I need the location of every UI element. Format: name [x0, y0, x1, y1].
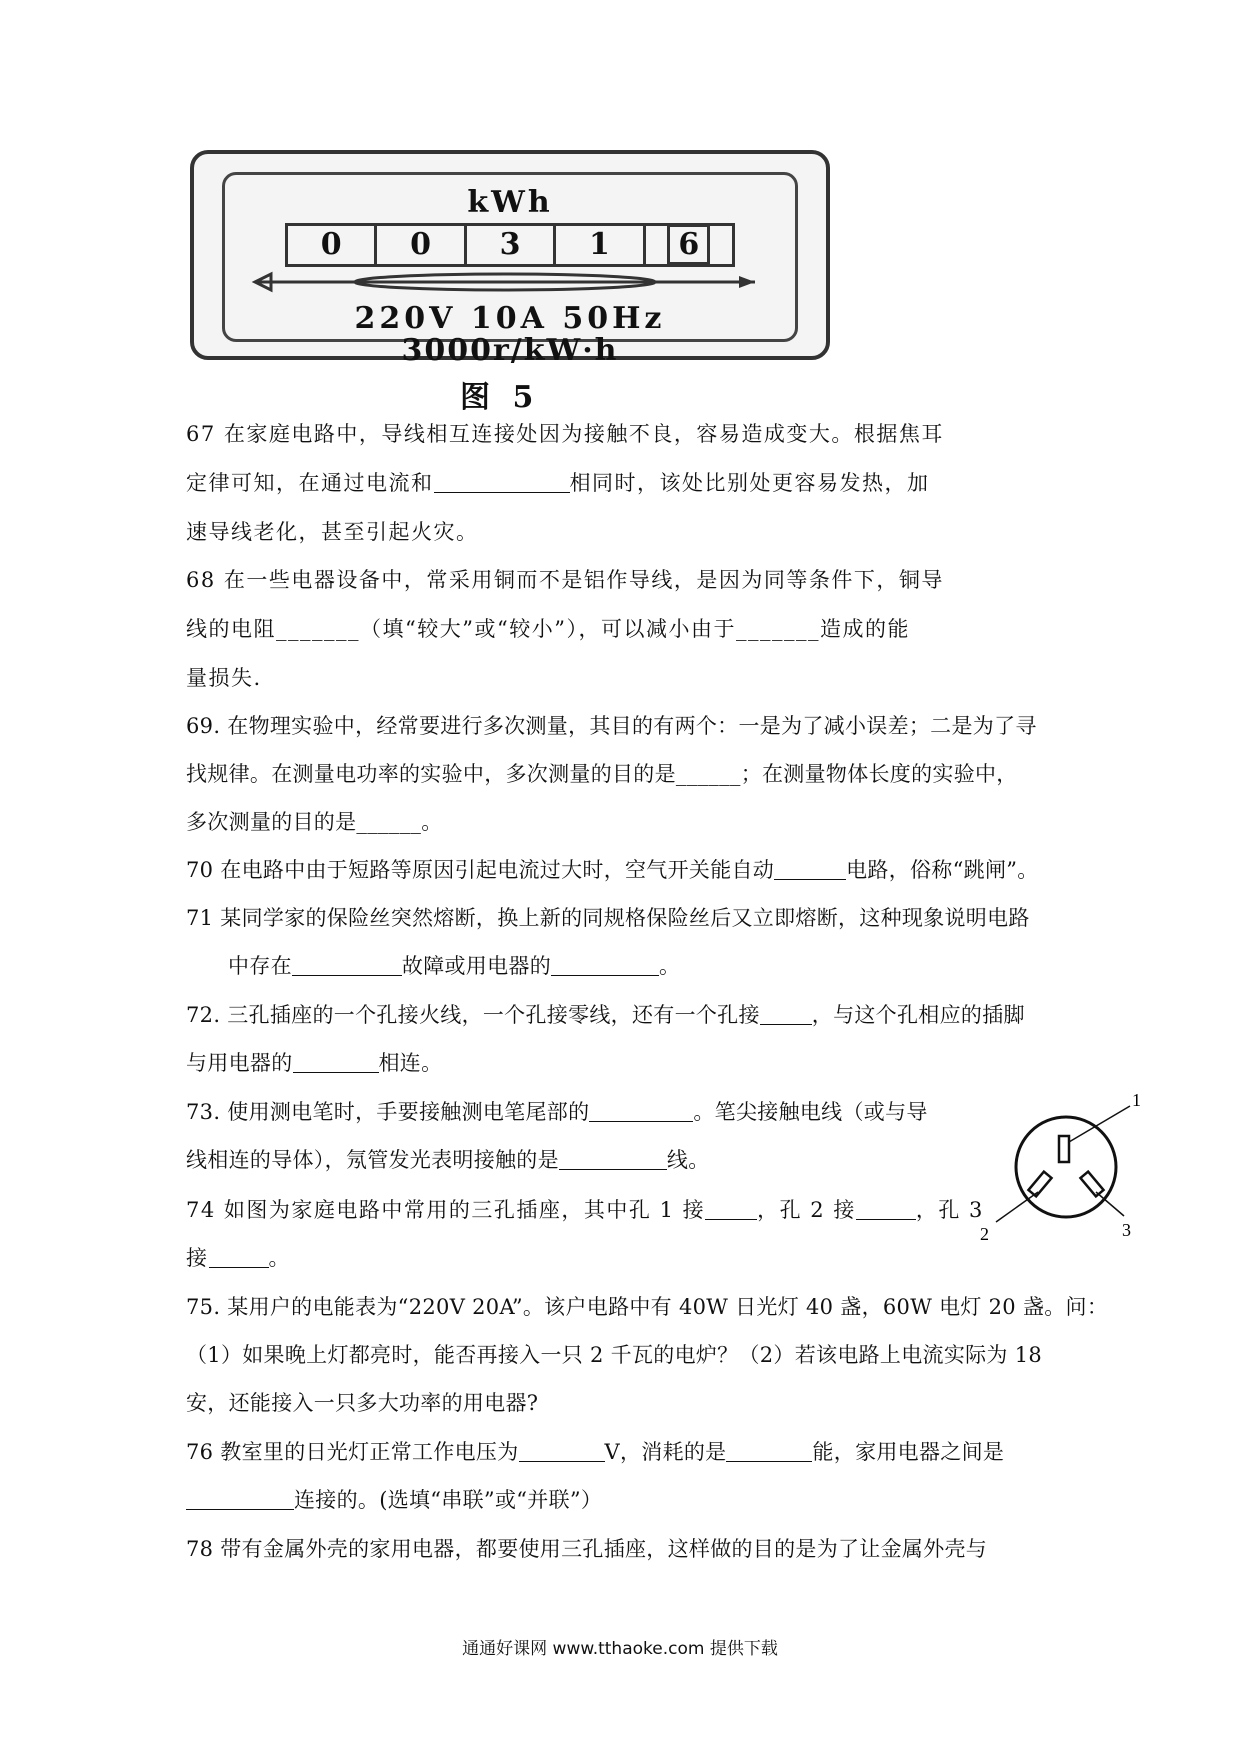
- q74-text: ，孔 3: [915, 1198, 984, 1222]
- q76-text: 能，家用电器之间是: [812, 1440, 1005, 1464]
- meter-digit: 0: [377, 226, 466, 264]
- page-footer: 通通好课网 www.tthaoke.com 提供下载: [462, 1639, 778, 1659]
- q68-line-3: 量损失.: [186, 666, 262, 690]
- answer-blank[interactable]: [551, 954, 659, 976]
- answer-blank[interactable]: [292, 954, 402, 976]
- q74-line-1: [186, 1194, 984, 1224]
- meter-face: [222, 172, 798, 368]
- answer-blank[interactable]: [209, 1246, 269, 1268]
- q73-text: 73. 使用测电笔时，手要接触测电笔尾部的: [186, 1100, 590, 1124]
- q76-line-2: [186, 1484, 602, 1514]
- q73-text: 线相连的导体），氖管发光表明接触的是: [186, 1148, 559, 1172]
- socket-leader-1: [1069, 1106, 1130, 1142]
- q67-line-3: 速导线老化，甚至引起火灾。: [186, 520, 479, 544]
- meter-digit: 6: [667, 224, 710, 265]
- q74-text: 74 如图为家庭电路中常用的三孔插座，其中孔 1 接: [186, 1198, 706, 1222]
- answer-blank[interactable]: [705, 1198, 757, 1220]
- q71-text: 。: [659, 954, 681, 978]
- socket-leader-2: [996, 1192, 1038, 1222]
- answer-blank[interactable]: [434, 471, 570, 493]
- q67-text: 定律可知，在通过电流和: [186, 471, 434, 495]
- meter-disc-icon: [245, 267, 765, 297]
- q78-line-1: 78 带有金属外壳的家用电器，都要使用三孔插座，这样做的目的是为了让金属外壳与: [186, 1537, 988, 1561]
- q72-text: 与用电器的: [186, 1051, 293, 1075]
- q74-text: ，孔 2 接: [757, 1198, 856, 1222]
- answer-blank[interactable]: [856, 1198, 916, 1220]
- q70-text: 电路，俗称“跳闸”。: [846, 858, 1039, 882]
- q74-text: 。: [268, 1246, 291, 1270]
- answer-blank[interactable]: [293, 1051, 379, 1073]
- q72-line-2: [186, 1047, 442, 1077]
- meter-spec-revolutions: 3000r/kW·h: [401, 333, 619, 368]
- q75-line-3: 安，还能接入一只多大功率的用电器?: [186, 1391, 539, 1415]
- q68-line-2: 线的电阻_______（填“较大”或“较小”），可以减小由于_______造成的能: [186, 617, 910, 641]
- answer-blank[interactable]: [726, 1440, 812, 1462]
- q74-text: 接: [186, 1246, 209, 1270]
- answer-blank[interactable]: [774, 858, 846, 880]
- figure-caption: 图 5: [460, 380, 540, 415]
- electricity-meter-figure: [190, 150, 830, 368]
- q72-text: 72. 三孔插座的一个孔接火线，一个孔接零线，还有一个孔接: [186, 1003, 760, 1027]
- answer-blank[interactable]: [186, 1488, 294, 1510]
- meter-unit-label: kWh: [467, 185, 553, 220]
- answer-blank[interactable]: [559, 1148, 667, 1170]
- q73-line-2: [186, 1144, 710, 1174]
- socket-outline: [1016, 1117, 1116, 1217]
- q75-line-2: （1）如果晚上灯都亮时，能否再接入一只 2 千瓦的电炉？（2）若该电路上电流实际为 18: [186, 1343, 1043, 1367]
- q67-line-2: [186, 467, 930, 497]
- q73-text: 线。: [666, 1148, 710, 1172]
- socket-hole-1: [1059, 1136, 1069, 1162]
- q75-line-1: 75. 某用户的电能表为“220V 20A”。该户电路中有 40W 日光灯 40 盏，60W 电灯 20 盏。问：: [186, 1295, 1109, 1319]
- q73-line-1: [186, 1096, 928, 1126]
- q76-text: 76 教室里的日光灯正常工作电压为: [186, 1440, 519, 1464]
- q67-line-1: 67 在家庭电路中，导线相互连接处因为接触不良，容易造成变大。根据焦耳: [186, 422, 944, 446]
- q76-text: V，消耗的是: [604, 1440, 727, 1464]
- socket-label-1: 1: [1132, 1090, 1141, 1110]
- q69-line-2: 找规律。在测量电功率的实验中，多次测量的目的是______；在测量物体长度的实验中，: [186, 762, 1018, 786]
- q70-text: 70 在电路中由于短路等原因引起电流过大时，空气开关能自动: [186, 858, 775, 882]
- meter-digit: 0: [288, 226, 377, 264]
- meter-digit: 3: [467, 226, 556, 264]
- answer-blank[interactable]: [519, 1440, 605, 1462]
- answer-blank[interactable]: [760, 1003, 812, 1025]
- socket-hole-2: [1028, 1172, 1051, 1197]
- q72-line-1: [186, 999, 1025, 1029]
- q71-line-1: 71 某同学家的保险丝突然熔断，换上新的同规格保险丝后又立即熔断，这种现象说明电路: [186, 906, 1030, 930]
- q68-line-1: 68 在一些电器设备中，常采用铜而不是铝作导线，是因为同等条件下，铜导: [186, 568, 944, 592]
- q71-text: 故障或用电器的: [401, 954, 552, 978]
- q69-line-1: 69. 在物理实验中，经常要进行多次测量，其目的有两个：一是为了减小误差；二是为了寻: [186, 714, 1037, 738]
- q72-text: 相连。: [378, 1051, 443, 1075]
- meter-digit-display: [285, 223, 735, 267]
- socket-label-3: 3: [1122, 1220, 1131, 1240]
- q69-line-3: 多次测量的目的是______。: [186, 810, 443, 834]
- q73-text: 。笔尖接触电线（或与导: [693, 1100, 928, 1124]
- answer-blank[interactable]: [589, 1100, 693, 1122]
- q71-line-2: [228, 950, 680, 980]
- meter-digit: 1: [556, 226, 645, 264]
- q70-line-1: [186, 854, 1039, 884]
- socket-hole-3: [1080, 1172, 1103, 1197]
- q76-text: 连接的。(选填“串联”或“并联”）: [294, 1488, 603, 1512]
- q72-text: ，与这个孔相应的插脚: [811, 1003, 1025, 1027]
- three-hole-socket-diagram: [980, 1090, 1150, 1240]
- q67-text: 相同时，该处比别处更容易发热，加: [569, 471, 930, 495]
- q71-text: 中存在: [228, 954, 292, 978]
- socket-label-2: 2: [980, 1224, 989, 1240]
- q74-line-2: [186, 1242, 291, 1272]
- meter-spec-rating: 220V 10A 50Hz: [354, 301, 666, 336]
- meter-digit-decimal: [646, 226, 732, 264]
- q76-line-1: [186, 1436, 1004, 1466]
